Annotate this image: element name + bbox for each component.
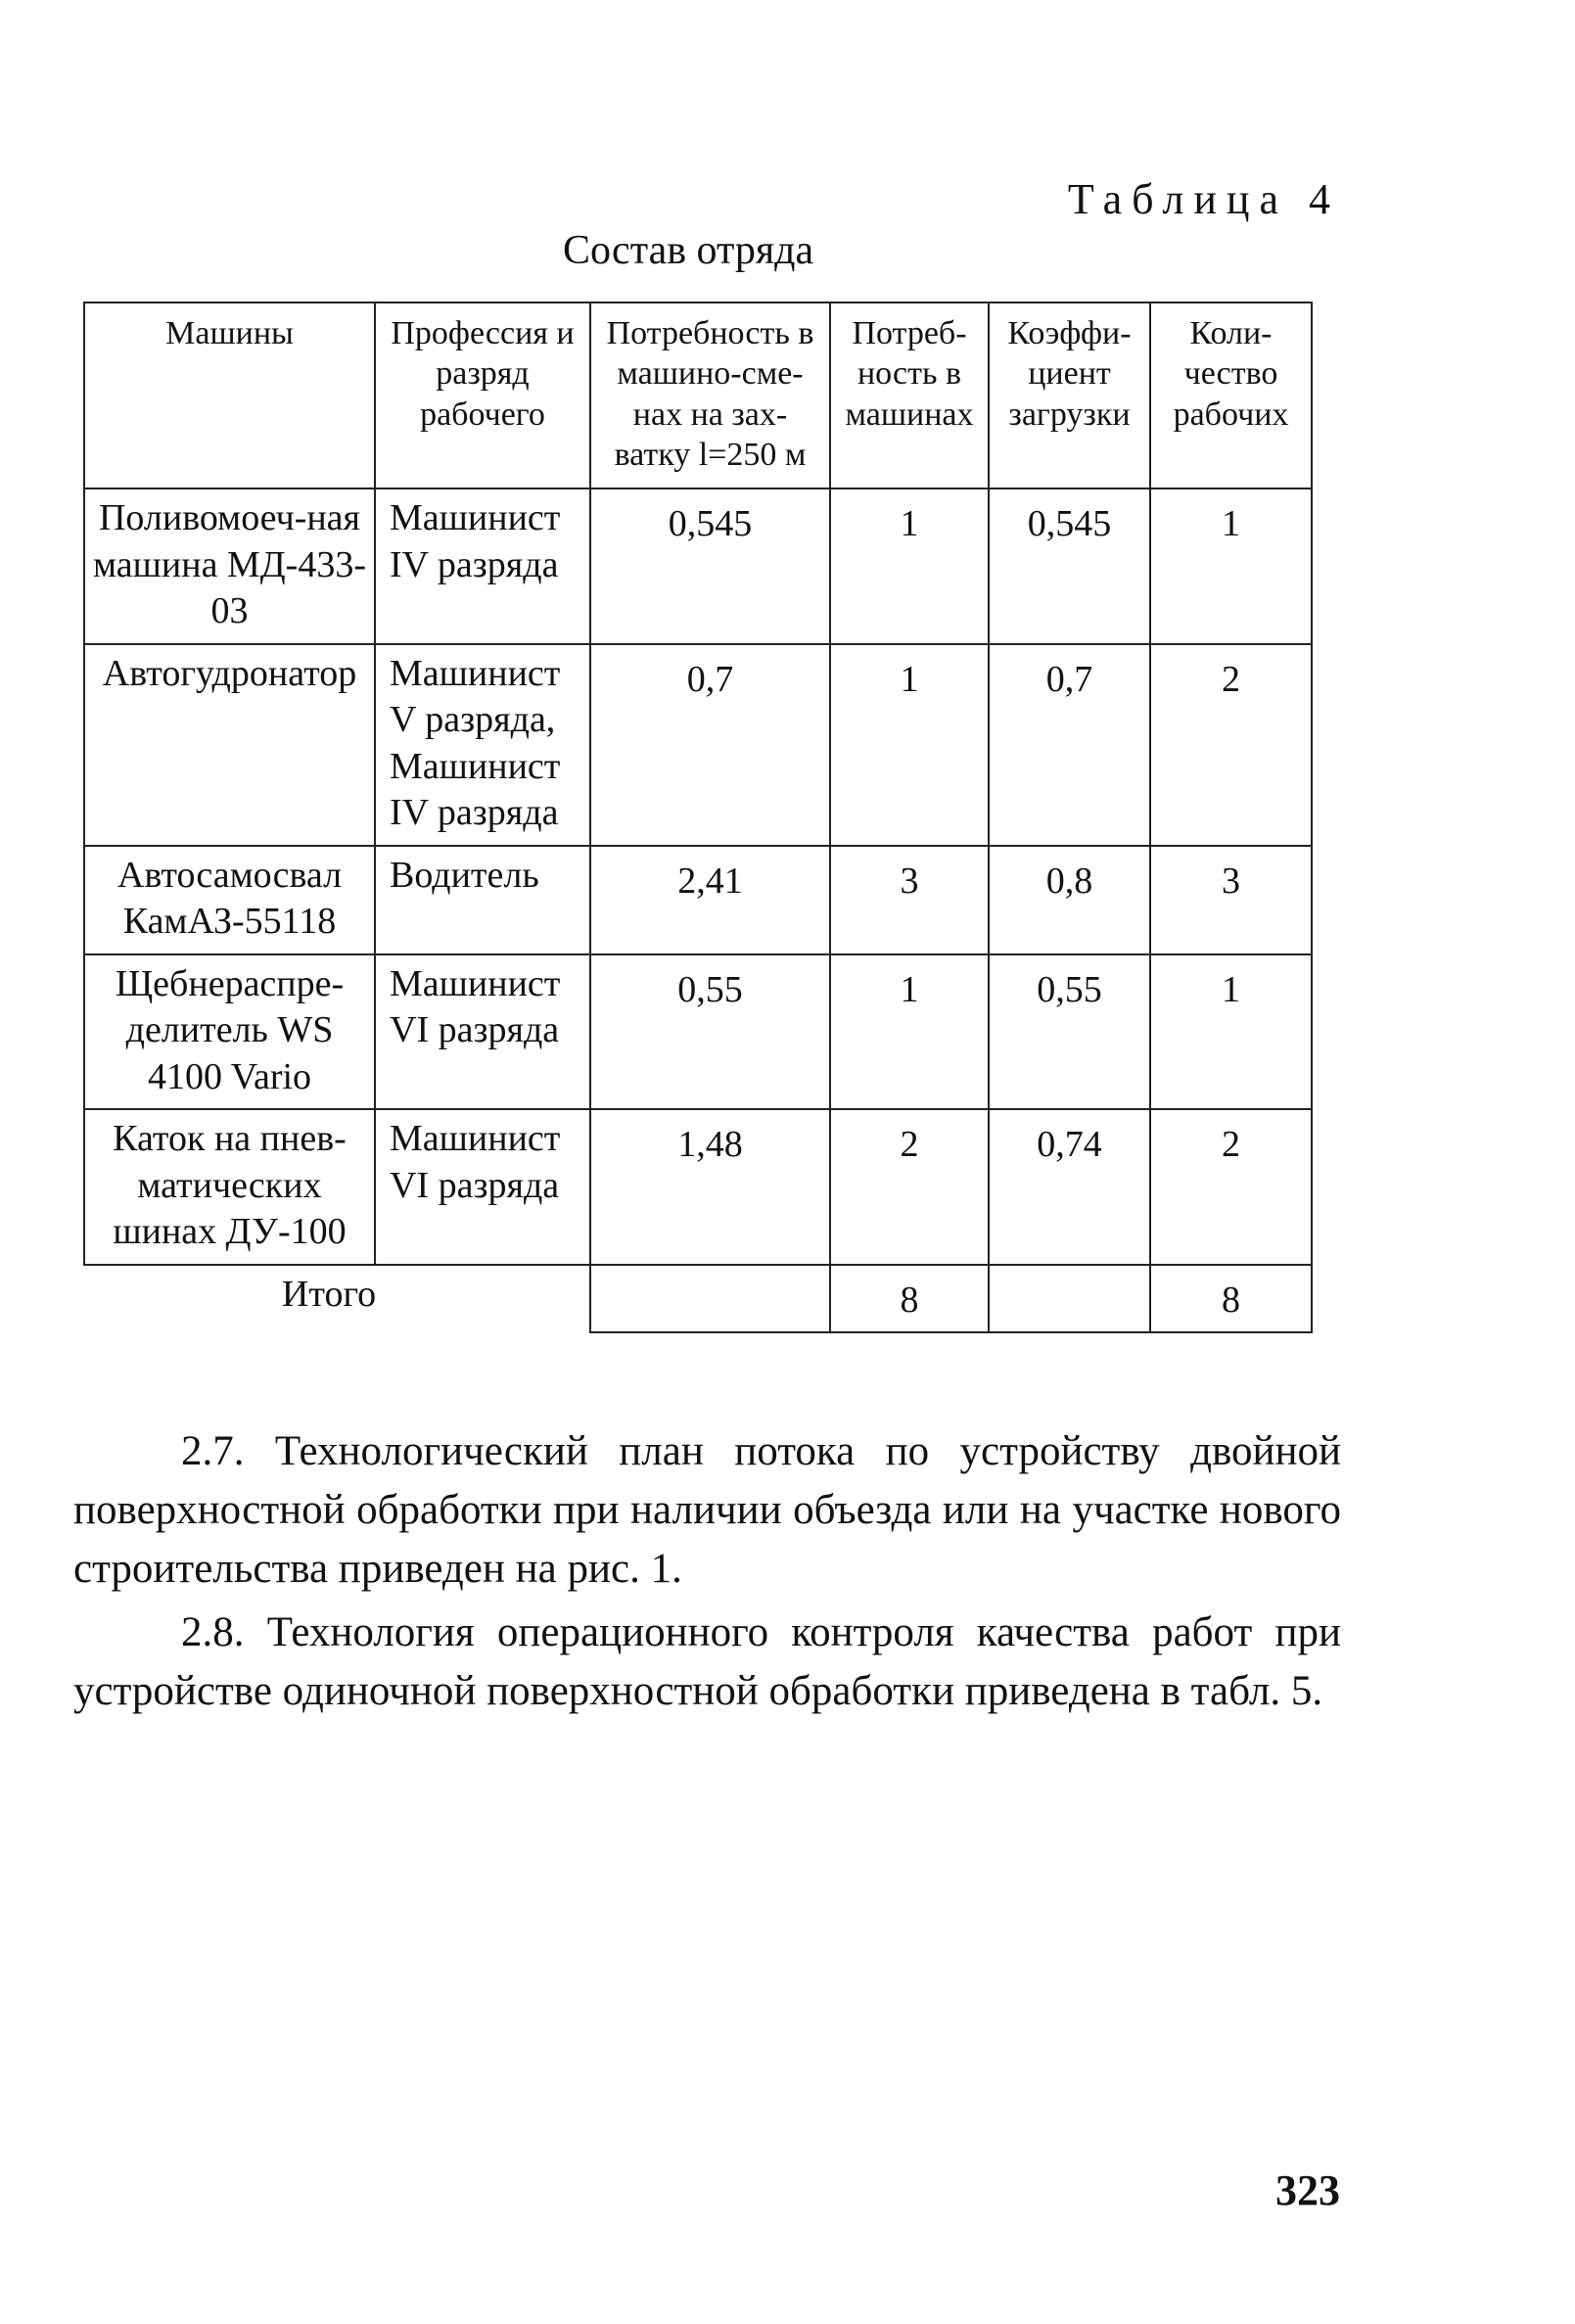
header-machines-need: Потреб-ность в машинах — [830, 302, 989, 488]
total-load-empty — [989, 1265, 1150, 1333]
cell-workers: 1 — [1150, 488, 1312, 644]
cell-shifts: 1,48 — [590, 1109, 830, 1265]
page-number: 323 — [1275, 2166, 1340, 2214]
table-row — [84, 846, 1312, 954]
cell-shifts: 2,41 — [590, 846, 830, 954]
header-load-factor: Коэффи-циент загрузки — [989, 302, 1150, 488]
cell-machines-need: 1 — [830, 644, 989, 846]
cell-machines-need: 1 — [830, 954, 989, 1110]
cell-workers: 2 — [1150, 644, 1312, 846]
cell-load: 0,74 — [989, 1109, 1150, 1265]
cell-machines-need: 2 — [830, 1109, 989, 1265]
crew-table — [83, 302, 1313, 1333]
cell-machine: Каток на пнев-матических шинах ДУ-100 — [84, 1109, 375, 1265]
table-label: Таблица 4 — [1067, 175, 1340, 223]
cell-profession: Водитель — [375, 846, 590, 954]
cell-machines-need: 1 — [830, 488, 989, 644]
header-workers: Коли-чество рабочих — [1150, 302, 1312, 488]
table-row — [84, 954, 1312, 1110]
cell-profession: Машинист VI разряда — [375, 1109, 590, 1265]
table-row — [84, 488, 1312, 644]
total-machines-need: 8 — [830, 1265, 989, 1333]
table-total-row — [84, 1265, 1312, 1333]
total-workers: 8 — [1150, 1265, 1312, 1333]
table-row — [84, 1109, 1312, 1265]
paragraph-2-7: 2.7. Технологический план потока по устройству двойной поверхностной обработки при наличии объезда или на участке нового строительства приведен на рис. 1. — [73, 1428, 1341, 1592]
cell-machine: Поливомоеч-ная машина МД-433-03 — [84, 488, 375, 644]
header-shifts-need: Потребность в машино-сме-нах на зах-ватку l=250 м — [590, 302, 830, 488]
cell-machines-need: 3 — [830, 846, 989, 954]
cell-workers: 3 — [1150, 846, 1312, 954]
table-title: Состав отряда — [563, 228, 814, 273]
cell-profession: Машинист V разряда, Машинист IV разряда — [375, 644, 590, 846]
cell-load: 0,7 — [989, 644, 1150, 846]
total-label: Итого — [84, 1265, 590, 1333]
cell-workers: 2 — [1150, 1109, 1312, 1265]
paragraph-2-8: 2.8. Технология операционного контроля качества работ при устройстве одиночной поверхностной обработки приведена в табл. 5. — [73, 1609, 1341, 1714]
cell-load: 0,545 — [989, 488, 1150, 644]
table-row — [84, 644, 1312, 846]
header-machines: Машины — [84, 302, 375, 488]
cell-machine: Автосамосвал КамАЗ-55118 — [84, 846, 375, 954]
table-header-row — [84, 302, 1312, 488]
cell-machine: Автогудронатор — [84, 644, 375, 846]
cell-shifts: 0,55 — [590, 954, 830, 1110]
total-shifts-empty — [590, 1265, 830, 1333]
cell-load: 0,8 — [989, 846, 1150, 954]
cell-workers: 1 — [1150, 954, 1312, 1110]
cell-shifts: 0,7 — [590, 644, 830, 846]
cell-shifts: 0,545 — [590, 488, 830, 644]
cell-load: 0,55 — [989, 954, 1150, 1110]
cell-profession: Машинист IV разряда — [375, 488, 590, 644]
header-profession: Профессия и разряд рабочего — [375, 302, 590, 488]
cell-profession: Машинист VI разряда — [375, 954, 590, 1110]
cell-machine: Щебнераспре-делитель WS 4100 Vario — [84, 954, 375, 1110]
